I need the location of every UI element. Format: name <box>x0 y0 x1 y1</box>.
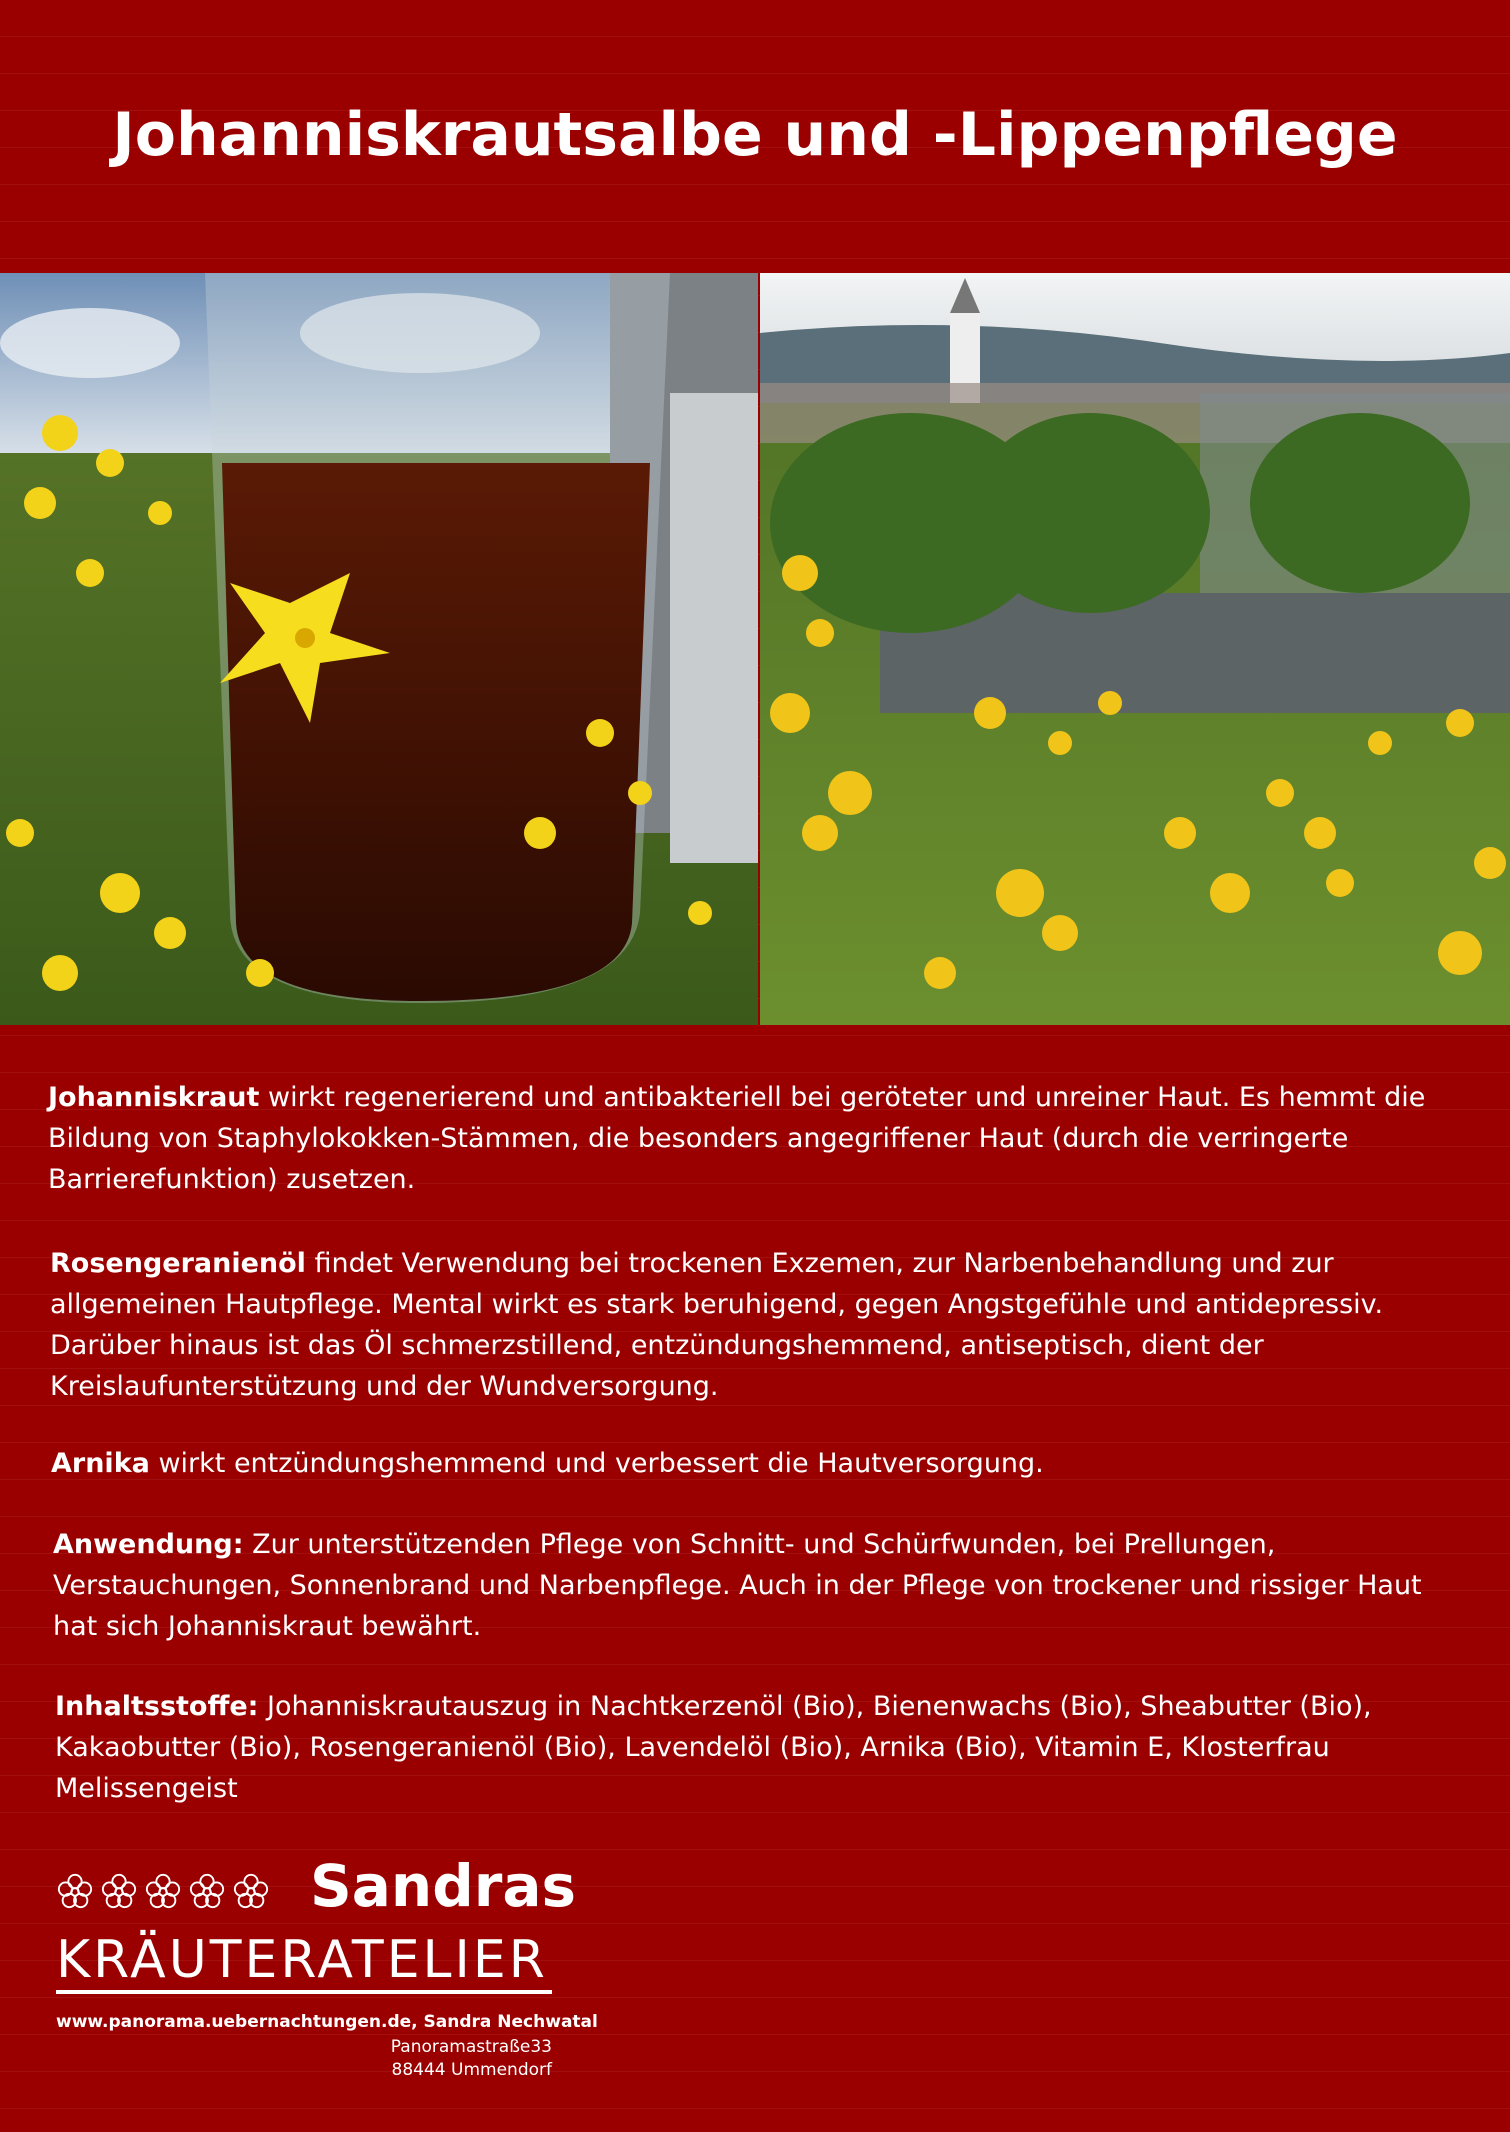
photo-rooftop-garden <box>760 273 1510 1025</box>
flower-icon <box>56 1872 94 1910</box>
term-johanniskraut: Johanniskraut <box>48 1082 260 1113</box>
photo-oil-beaker <box>0 273 758 1025</box>
term-rosengeranie: Rosengeranienöl <box>50 1248 306 1279</box>
paragraph-inhaltsstoffe <box>55 1686 1455 1809</box>
paragraph-johanniskraut <box>48 1077 1448 1200</box>
brand-subtitle: KRÄUTERATELIER <box>56 1930 548 1990</box>
term-arnika: Arnika <box>51 1448 150 1479</box>
text-rosengeranie: findet Verwendung bei trockenen Exzemen, zur Narbenbehandlung und zur allgemeinen Hautpflege. Mental wirkt es stark beruhigend, gegen Angstgefühle und antidepressiv. Darüber hinaus ist das Öl schmerzstillend, entzündungshemmend, antiseptisch, dient der Kreislaufunterstützung und der Wundversorgung. <box>50 1248 1384 1402</box>
contact-city: 88444 Ummendorf <box>391 2060 552 2080</box>
page-title: Johanniskrautsalbe und -Lippenpflege <box>112 100 1398 170</box>
text-johanniskraut: wirkt regenerierend und antibakteriell bei geröteter und unreiner Haut. Es hemmt die Bildung von Staphylokokken-Stämmen, die besonders angegriffener Haut (durch die verringerte Barrierefunktion) zusetzen. <box>48 1082 1426 1195</box>
flower-icon <box>232 1872 270 1910</box>
flower-icon <box>188 1872 226 1910</box>
text-inhaltsstoffe: Johanniskrautauszug in Nachtkerzenöl (Bio), Bienenwachs (Bio), Sheabutter (Bio), Kakaobutter (Bio), Rosengeranienöl (Bio), Lavendelöl (Bio), Arnika (Bio), Vitamin E, Klosterfrau Melissengeist <box>55 1691 1372 1804</box>
flower-icon <box>100 1872 138 1910</box>
text-anwendung: Zur unterstützenden Pflege von Schnitt- und Schürfwunden, bei Prellungen, Verstauchungen, Sonnenbrand und Narbenpflege. Auch in der Pflege von trockener und rissiger Haut hat sich Johanniskraut bewährt. <box>53 1529 1422 1642</box>
paragraph-rosengeranie <box>50 1243 1450 1407</box>
paragraph-arnika <box>51 1443 1451 1484</box>
term-anwendung: Anwendung: <box>53 1529 244 1560</box>
contact-website: www.panorama.uebernachtungen.de, Sandra Nechwatal <box>56 2012 598 2032</box>
flower-icon <box>144 1872 182 1910</box>
paragraph-anwendung <box>53 1524 1453 1647</box>
term-inhaltsstoffe: Inhaltsstoffe: <box>55 1691 259 1722</box>
logo-flowers <box>56 1872 276 1916</box>
contact-street: Panoramastraße33 <box>390 2037 552 2057</box>
oil-beaker-illustration <box>0 273 758 1025</box>
rooftop-garden-illustration <box>760 273 1510 1025</box>
text-arnika: wirkt entzündungshemmend und verbessert die Hautversorgung. <box>149 1448 1044 1479</box>
brand-underline <box>56 1990 552 1994</box>
brand-name: Sandras <box>310 1852 576 1920</box>
